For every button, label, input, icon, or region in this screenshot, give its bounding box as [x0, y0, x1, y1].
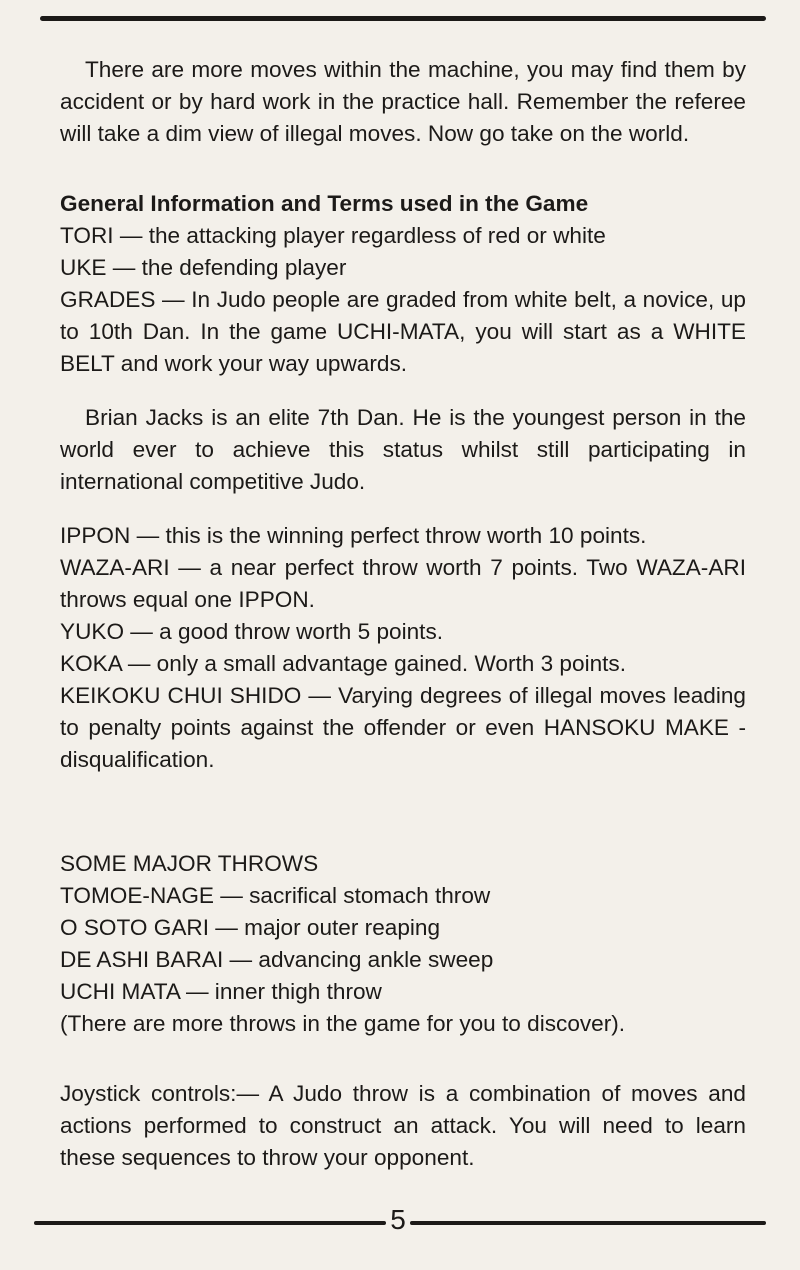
intro-paragraph: There are more moves within the machine, you may find them by accident or by hard work in the practice hall. Remember the referee will take a dim view of illegal moves. Now go take on the world. — [60, 57, 746, 146]
page-number: 5 — [390, 1204, 406, 1235]
throw-item: DE ASHI BARAI — advancing ankle sweep — [60, 947, 494, 972]
throw-item: UCHI MATA — inner thigh throw — [60, 979, 382, 1004]
term-grades: GRADES — In Judo people are graded from white belt, a novice, up to 10th Dan. In the game UCHI-MATA, you will start as a WHITE BELT and work your way upwards. — [60, 287, 746, 376]
term-waza-ari: WAZA-ARI — a near perfect throw worth 7 points. Two WAZA-ARI throws equal one IPPON. — [60, 555, 746, 612]
top-rule — [40, 16, 766, 21]
throws-heading: SOME MAJOR THROWS — [60, 851, 319, 876]
throws-note: (There are more throws in the game for you to discover). — [60, 1011, 626, 1036]
page-content — [60, 54, 746, 1174]
term-uke: UKE — the defending player — [60, 255, 347, 280]
joystick-paragraph: Joystick controls:— A Judo throw is a combination of moves and actions performed to construct an attack. You will need to learn these sequences to throw your opponent. — [60, 1081, 746, 1170]
general-info-heading: General Information and Terms used in the Game — [60, 191, 589, 216]
page-footer — [30, 1204, 770, 1240]
throw-item: TOMOE-NAGE — sacrifical stomach throw — [60, 883, 491, 908]
term-ippon: IPPON — this is the winning perfect throw worth 10 points. — [60, 523, 647, 548]
footer-rule-left — [34, 1221, 386, 1225]
footer-rule-right — [410, 1221, 766, 1225]
term-koka: KOKA — only a small advantage gained. Worth 3 points. — [60, 651, 627, 676]
throw-item: O SOTO GARI — major outer reaping — [60, 915, 441, 940]
term-tori: TORI — the attacking player regardless of red or white — [60, 223, 606, 248]
term-yuko: YUKO — a good throw worth 5 points. — [60, 619, 444, 644]
brian-jacks-paragraph: Brian Jacks is an elite 7th Dan. He is the youngest person in the world ever to achieve this status whilst still participating in international competitive Judo. — [60, 405, 746, 494]
term-penalties: KEIKOKU CHUI SHIDO — Varying degrees of illegal moves leading to penalty points against the offender or even HANSOKU MAKE - disqualification. — [60, 683, 746, 772]
